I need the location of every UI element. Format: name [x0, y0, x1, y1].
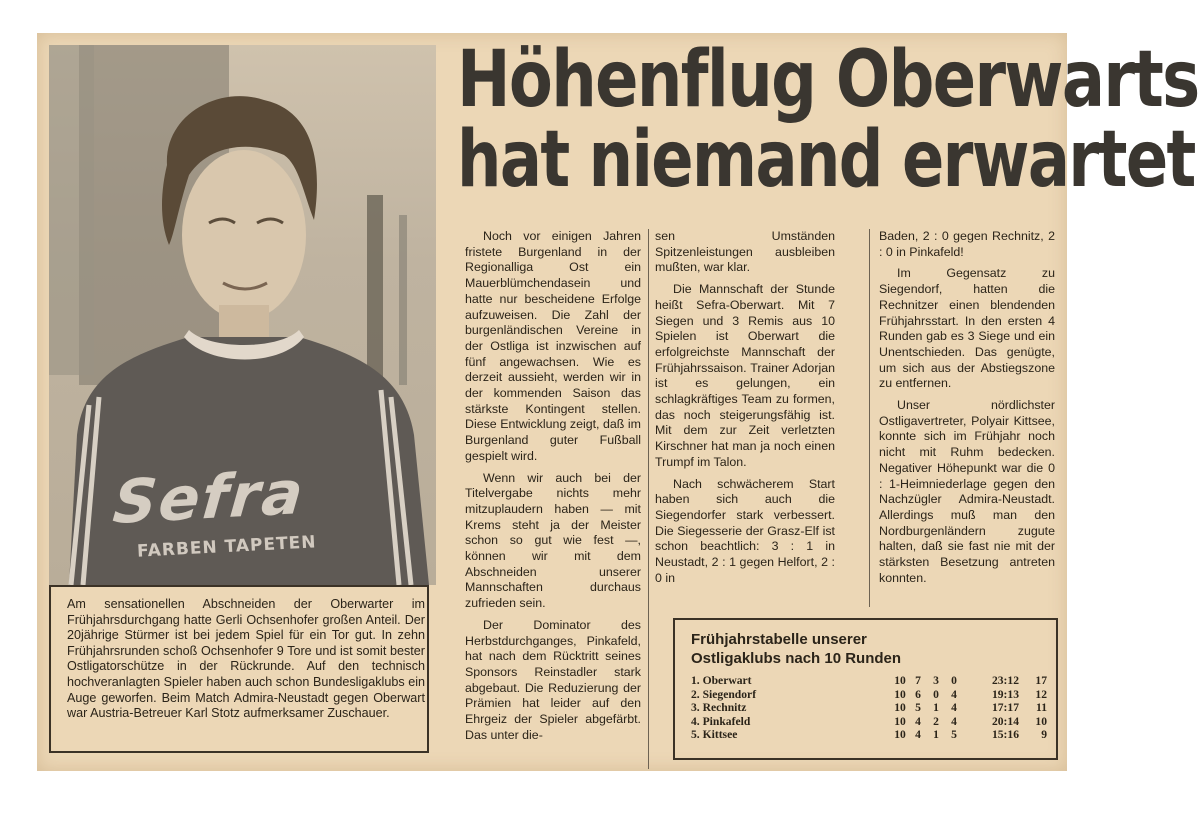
article-paragraph: Unser nördlichster Ostligavertreter, Polyair Kittsee, konnte sich im Frühjahr noch nicht mit Ruhm bedecken. Negativer Höhepunkt war die 0 : 1-Heimniederlage gegen den Nachzügler Admira-Neustadt. Allerdings muß man den Nordburgenländern zugute halten, daß sie fast nie mit der stärksten Besetzung antreten konnten.: [879, 398, 1055, 585]
losses: 5: [951, 728, 957, 741]
team-name: 5. Kittsee: [691, 728, 738, 741]
goal-ratio: 17:17: [991, 701, 1019, 714]
column-divider: [648, 229, 649, 769]
newspaper-clipping: [37, 33, 1199, 771]
headline-line-1: Höhenflug Oberwarts: [457, 35, 1199, 125]
article-column-2: [655, 229, 835, 586]
goal-ratio: 20:14: [991, 714, 1019, 728]
team-name: 3. Rechnitz: [691, 701, 747, 714]
points: 10: [1035, 714, 1047, 728]
draws: 2: [933, 714, 939, 728]
photo-caption: Am sensationellen Abschneiden der Oberwarter im Frühjahrsdurchgang hatte Gerli Ochsenhofer großen Anteil. Der 20jährige Stürmer ist bei jedem Spiel für ein Tor gut. In zehn Frühjahrsrunden schoß Ochsenhofer 9 Tore und ist somit bester Ostligatorschütze in der Rückrunde. Auf den technisch hochveranlagten Spieler haben auch schon Bundesligaklubs ein Auge geworfen. Beim Match Admira-Neustadt gegen Oberwart war Austria-Betreuer Karl Stotz aufmerksamer Zuschauer.: [49, 585, 429, 753]
points: 9: [1041, 728, 1047, 741]
article-paragraph: Noch vor einigen Jahren fristete Burgenland in der Regionalliga Ost ein Mauerblümchendasein und hatte nur bescheidene Erfolge aufzuweisen. Die Zahl der burgenländischen Vereine in der Ostliga ist inzwischen auf fünf angewachsen. Wie es derzeit aussieht, werden wir in der kommenden Saison das stärkste Kontingent stellen. Diese Entwicklung zeigt, daß im Burgenland guter Fußball gespielt wird.: [465, 229, 641, 463]
table-row: [691, 701, 1047, 715]
games-played: 10: [894, 714, 906, 728]
losses: 0: [951, 674, 957, 687]
draws: 1: [933, 728, 939, 741]
table-row: [691, 688, 1047, 702]
column-divider: [869, 229, 870, 607]
team-name: 1. Oberwart: [691, 674, 752, 687]
wins: 6: [915, 687, 921, 701]
table-row: [691, 728, 1047, 742]
wins: 4: [915, 728, 921, 741]
headline: [457, 35, 1199, 205]
team-name: 2. Siegendorf: [691, 687, 757, 701]
article-column-1: [465, 229, 641, 744]
article-paragraph: Die Mannschaft der Stunde heißt Sefra-Oberwart. Mit 7 Siegen und 3 Remis aus 10 Spielen ist Oberwart die erfolgreichste Mannschaft der Frühjahrssaison. Trainer Adorjan ist es gelungen, ein schlagkräftiges Team zu formen, das noch steigerungsfähig ist. Mit dem zur Zeit verletzten Kirschner hat man ja noch einen Trumpf im Talon.: [655, 282, 835, 469]
article-paragraph: Im Gegensatz zu Siegendorf, hatten die Rechnitzer einen blendenden Frühjahrsstart. In den ersten 4 Runden gab es 3 Siege und ein Unentschieden. Das genügte, um sich aus der Abstiegszone zu entfernen.: [879, 266, 1055, 391]
article-column-3: [879, 229, 1055, 586]
standings-title-line-2: Ostligaklubs nach 10 Runden: [691, 650, 902, 667]
draws: 0: [933, 687, 939, 701]
wins: 5: [915, 701, 921, 714]
losses: 4: [951, 714, 957, 728]
points: 12: [1035, 687, 1047, 701]
games-played: 10: [894, 674, 906, 687]
article-paragraph: Wenn wir auch bei der Titelvergabe nichts mehr mitzuplaudern haben — mit Krems steht ja der Meister schon so gut wie fest —, können wir mit dem Abschneiden unserer Mannschaften durchaus zufrieden sein.: [465, 470, 641, 611]
shirt-sponsor-logo: Sefra: [110, 458, 308, 538]
games-played: 10: [894, 687, 906, 701]
draws: 3: [933, 674, 939, 687]
losses: 4: [951, 687, 957, 701]
player-photo: [49, 45, 436, 585]
headline-line-2: hat niemand erwartet: [457, 115, 1195, 205]
games-played: 10: [894, 728, 906, 741]
goal-ratio: 19:13: [991, 687, 1019, 701]
games-played: 10: [894, 701, 906, 714]
standings-title: [691, 630, 1042, 668]
article-paragraph: Baden, 2 : 0 gegen Rechnitz, 2 : 0 in Pinkafeld!: [879, 229, 1055, 259]
table-row: [691, 674, 1047, 688]
points: 17: [1035, 674, 1047, 687]
draws: 1: [933, 701, 939, 714]
article-paragraph: Der Dominator des Herbstdurchganges, Pinkafeld, hat nach dem Rücktritt seines Sponsors Reinstadler stark abgebaut. Die Reduzierung der Prämien hat leider auf den Ehrgeiz der Spieler abgefärbt. Das unter die-: [465, 617, 641, 742]
standings-table: [691, 674, 1047, 742]
table-row: [691, 715, 1047, 729]
standings-box: [673, 618, 1058, 760]
wins: 4: [915, 714, 921, 728]
losses: 4: [951, 701, 957, 714]
shirt-sponsor-subtext: FARBEN TAPETEN: [136, 532, 317, 562]
standings-title-line-1: Frühjahrstabelle unserer: [691, 631, 867, 648]
article-paragraph: Nach schwächerem Start haben sich auch die Siegendorfer stark verbessert. Die Siegesserie der Grasz-Elf ist schon beachtlich: 3 : 1 in Neustadt, 2 : 1 gegen Helfort, 2 : 0 in: [655, 476, 835, 585]
wins: 7: [915, 674, 921, 687]
goal-ratio: 23:12: [991, 674, 1019, 687]
article-paragraph: sen Umständen Spitzenleistungen ausbleiben mußten, war klar.: [655, 229, 835, 275]
goal-ratio: 15:16: [991, 728, 1019, 741]
points: 11: [1036, 701, 1047, 714]
team-name: 4. Pinkafeld: [691, 714, 751, 728]
